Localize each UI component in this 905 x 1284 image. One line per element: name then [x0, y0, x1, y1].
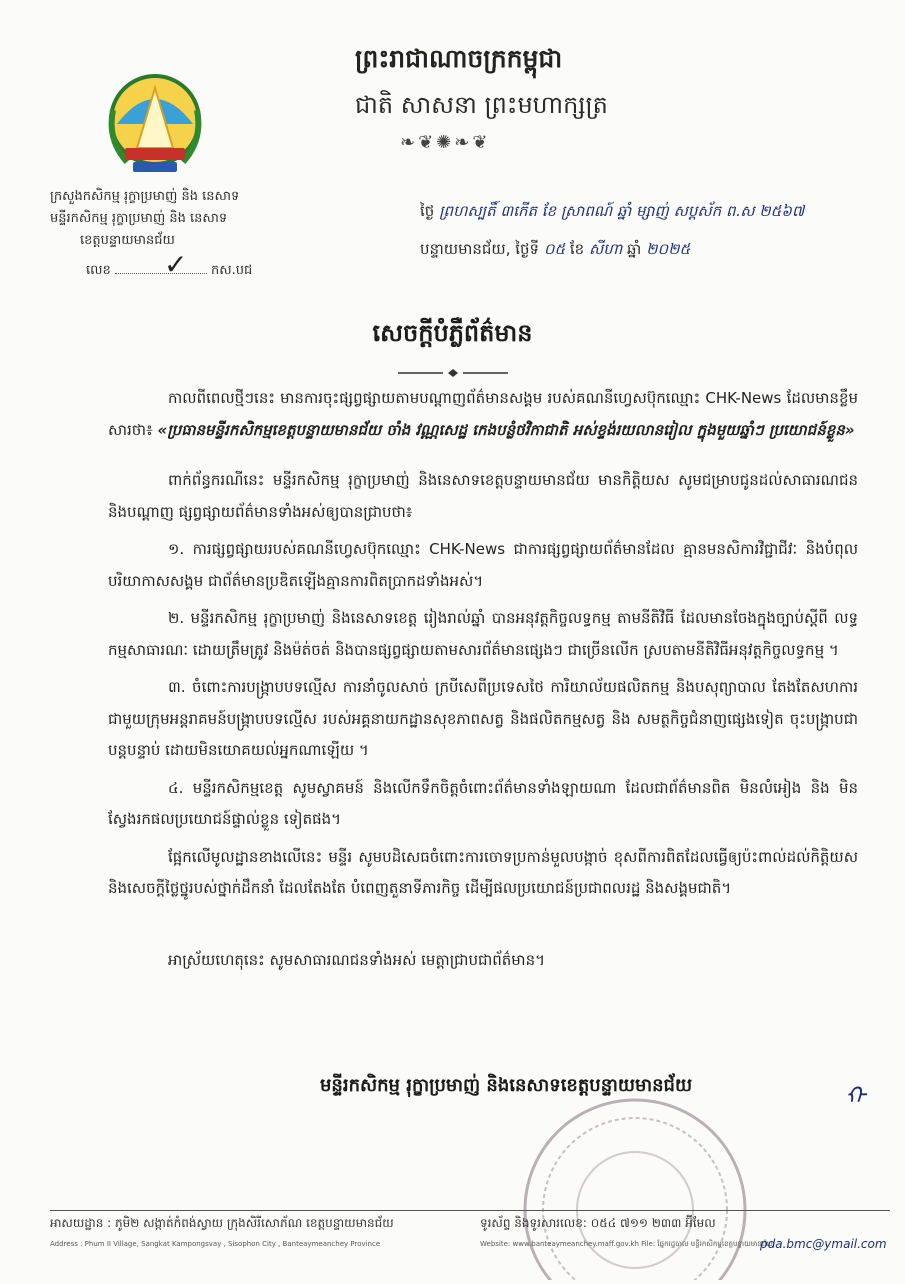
point-4: ៤. មន្ទីរកសិកម្មខេត្ត សូមស្វាគមន៍ និងលើកទឹកចិត្តចំពោះព័ត៌មានទាំងឡាយណា ដែលជាព័ត៌មានពិត មិនលំអៀង និង មិនស្វែងរកផលប្រយោជន៍ផ្ទាល់ខ្លួន ទៀតផង។ [108, 778, 858, 828]
document-title: សេចក្តីបំភ្លឺព័ត៌មាន [372, 319, 533, 347]
solar-month: សីហា [588, 240, 623, 258]
ref-prefix: លេខ [86, 263, 111, 278]
footer-website: Website: www.banteaymeanchey.maff.gov.kh File: ផ្នែករដ្ឋបាល មន្ទីរកសិកម្មខេត្តបន្ទាយមានជ័យ [480, 1240, 773, 1248]
lunar-date [420, 202, 804, 224]
footer-telephone-km: ទូរស័ព្ទ និងទូរសារលេខ: ០៥៤ ៧១១ ២៣៣ អ៊ីមែល [480, 1216, 716, 1230]
signature-mark: ᠬ [845, 1082, 866, 1110]
footer-address-km: អាសយដ្ឋាន : ភូមិ២ សង្កាត់កំពង់ស្វាយ ក្រុងសិរីសោភ័ណ ខេត្តបន្ទាយមានជ័យ [50, 1216, 394, 1230]
solar-date [420, 240, 690, 262]
ministry-line-2: មន្ទីរកសិកម្ម រុក្ខាប្រមាញ់ និង នេសាទ [50, 211, 228, 226]
official-seal-icon [515, 1090, 755, 1280]
ornament-divider: ❧❦✺❧❦ [400, 132, 491, 153]
point-1: ១. ការផ្សព្វផ្សាយរបស់គណនីហ្វេសប៊ុកឈ្មោះ CHK-News ជាការផ្សព្វផ្សាយព័ត៌មានដែល គ្មានមនសិការវិជ្ជាជីវៈ និងបំពុលបរិយាកាសសង្គម ជាព័ត៌មានប្រឌិតឡើងគ្មានការពិតប្រាកដទាំងអស់។ [108, 540, 858, 590]
lunar-date-prefix: ថ្ងៃ [420, 202, 435, 220]
ministry-line-3: ខេត្តបន្ទាយមានជ័យ [80, 233, 175, 248]
ministry-emblem-icon [105, 70, 205, 182]
ministry-line-1: ក្រសួងកសិកម្ម រុក្ខាប្រមាញ់ និង នេសាទ [50, 189, 240, 204]
title-underline [398, 362, 508, 370]
solar-day: ០៥ [543, 240, 566, 258]
document-body [108, 383, 858, 995]
signature-department: មន្ទីរកសិកម្ម រុក្ខាប្រមាញ់ និងនេសាទខេត្តបន្ទាយមានជ័យ [320, 1075, 693, 1096]
solar-year: ២០២៥ [646, 240, 691, 258]
intro-paragraph [108, 383, 858, 446]
footer-address-en: Address : Phum II Village, Sangkat Kampongsvay , Sisophon City , Banteaymeanchey Province [50, 1240, 381, 1248]
intro-text: កាលពីពេលថ្មីៗនេះ មានការចុះផ្សព្វផ្សាយតាមបណ្តាញព័ត៌មានសង្គម របស់គណនីហ្វេសប៊ុកឈ្មោះ CHK-News ដែលមានខ្លឹមសារថា៖ [108, 389, 858, 439]
footer-divider [50, 1210, 890, 1211]
solar-year-prefix: ឆ្នាំ [627, 240, 642, 258]
point-3: ៣. ចំពោះការបង្ក្រាបបទល្មើស ការនាំចូលសាច់ ក្របីសេពីប្រទេសថៃ ការិយាល័យផលិតកម្ម និងបសុព្យាបាល តែងតែសហការជាមួយក្រុមអន្តរាគមន៍បង្ក្រាបបទល្មើស របស់អគ្គនាយកដ្ឋានសុខភាពសត្វ និងផលិតកម្មសត្វ និង សមត្ថកិច្ចជំនាញផ្សេងទៀត ចុះបង្ក្រាបជាបន្តបន្ទាប់ ដោយមិនយោគយល់អ្នកណាឡើយ ។ [108, 678, 858, 759]
footer-email: pda.bmc@ymail.com [760, 1237, 887, 1251]
ministry-block [50, 186, 310, 252]
intro-quote: «ប្រធានមន្ទីរកសិកម្មខេត្តបន្ទាយមានជ័យ ចាំង វណ្ណសេដ្ឋ កេងបន្លំថវិកាជាតិ អស់ខ្ទង់រយលានរៀល ក្នុងមួយឆ្នាំៗ ប្រយោជន៍ខ្លួន» [157, 420, 855, 439]
context-paragraph: ពាក់ព័ន្ធករណីនេះ មន្ទីរកសិកម្ម រុក្ខាប្រមាញ់ និងនេសាទខេត្តបន្ទាយមានជ័យ មានកិត្តិយស សូមជម្រាបជូនដល់សាធារណជន និងបណ្តាញ ផ្សព្វផ្សាយព័ត៌មានទាំងអស់ឲ្យបានជ្រាបថា៖ [108, 471, 858, 521]
solar-month-prefix: ខែ [569, 240, 585, 258]
closing-paragraph: អាស្រ័យហេតុនេះ សូមសាធារណជនទាំងអស់ មេត្តាជ្រាបជាព័ត៌មាន។ [168, 950, 545, 969]
check-mark-icon: ✓ [164, 248, 188, 281]
ref-suffix: កស.បជ [211, 263, 253, 278]
rebuttal-paragraph: ផ្អែកលើមូលដ្ឋានខាងលើនេះ មន្ទីរ សូមបដិសេធចំពោះការចោទប្រកាន់មួលបង្កាច់ ខុសពីការពិតដែលធ្វើឲ្យប៉ះពាល់ដល់កិត្តិយស និងសេចក្តីថ្លៃថ្នូរបស់ថ្នាក់ដឹកនាំ ដែលតែងតែ បំពេញតួនាទីភារកិច្ច ដើម្បីផលប្រយោជន៍ប្រជាពលរដ្ឋ និងសង្គមជាតិ។ [108, 847, 858, 897]
point-2: ២. មន្ទីរកសិកម្ម រុក្ខាប្រមាញ់ និងនេសាទខេត្ត រៀងរាល់ឆ្នាំ បានអនុវត្តកិច្ចលទ្ធកម្ម តាមនីតិវិធី ដែលមានចែងក្នុងច្បាប់ស្តីពី លទ្ធកម្មសាធារណៈ ដោយត្រឹមត្រូវ និងម៉ត់ចត់ និងបានផ្សព្វផ្សាយតាមសារព័ត៌មានផ្សេងៗ ជាច្រើនលើក ស្របតាមនីតិវិធីអនុវត្តកិច្ចលទ្ធកម្ម ។ [108, 609, 858, 659]
kingdom-heading: ព្រះរាជាណាចក្រកម្ពុជា [355, 44, 563, 73]
national-motto: ជាតិ សាសនា ព្រះមហាក្សត្រ [355, 91, 608, 119]
lunar-date-value: ព្រហស្បតិ៍ ៣កើត ខែ ស្រាពណ៍ ឆ្នាំ ម្សាញ់ សប្តស័ក ព.ស ២៥៦៧ [439, 202, 805, 220]
solar-date-prefix: បន្ទាយមានជ័យ, ថ្ងៃទី [420, 240, 540, 258]
